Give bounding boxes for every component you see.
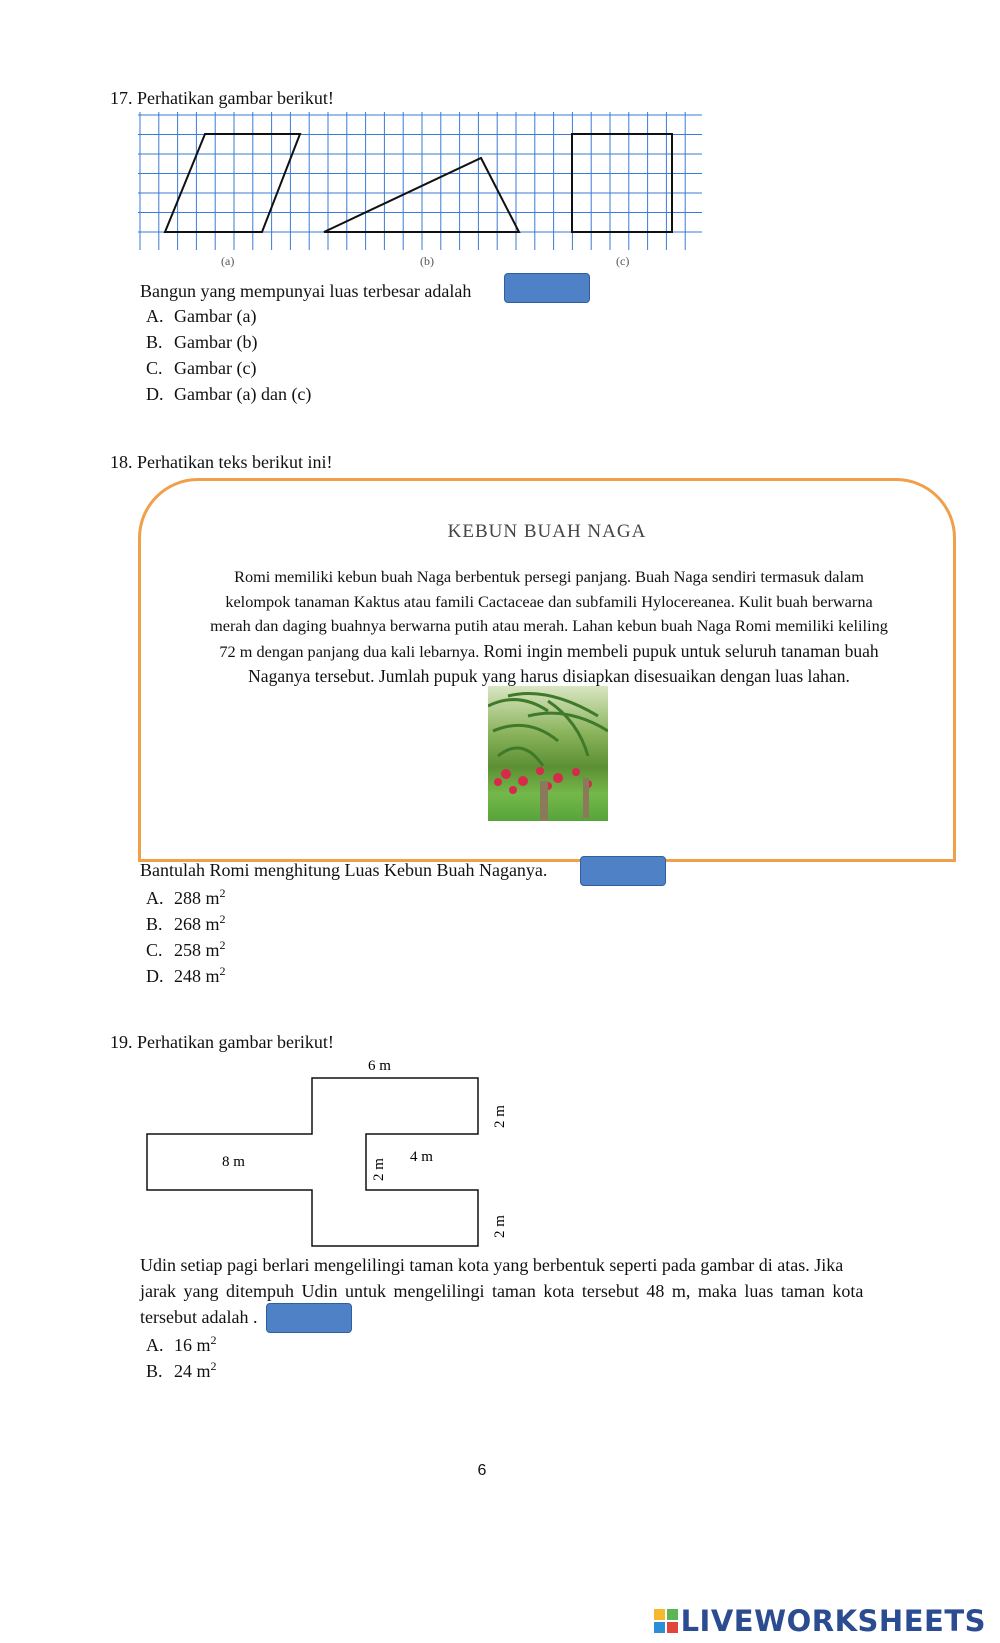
q18-answer-box[interactable] [580, 856, 666, 886]
card-line: Naganya tersebut. Jumlah pupuk yang harus disiapkan disesuaikan dengan luas lahan. [248, 666, 850, 686]
q17-question: Bangun yang mempunyai luas terbesar adalah [140, 281, 472, 301]
dim-left: 8 m [222, 1154, 245, 1170]
card-line: merah dan daging buahnya berwarna putih atau merah. Lahan kebun buah Naga Romi memiliki keliling [210, 616, 888, 635]
q18-option-b[interactable]: B. 268 $m^2$ [146, 912, 226, 934]
q18-option-a[interactable]: A. 288 $m^2$ [146, 886, 226, 908]
q19-option-b[interactable]: B. 24 $m^2$ [146, 1359, 217, 1381]
q19-option-a[interactable]: A. 16 $m^2$ [146, 1333, 217, 1355]
story-card [138, 478, 956, 862]
fig-label-c: (c) [616, 254, 630, 268]
q17-option-a[interactable]: A. Gambar (a) [146, 306, 257, 326]
q17-answer-box[interactable] [504, 273, 590, 303]
fig-label-b: (b) [420, 254, 434, 268]
card-line: kelompok tanaman Kaktus atau famili Cactaceae dan subfamili Hylocereanea. Kulit buah berwarna [225, 591, 873, 611]
q19-title: 19. Perhatikan gambar berikut! [110, 1032, 334, 1052]
q18-option-d[interactable]: D. 248 $m^2$ [146, 964, 226, 986]
q18-title: 18. Perhatikan teks berikut ini! [110, 452, 333, 472]
q18-question: Bantulah Romi menghitung Luas Kebun Buah Naganya. [140, 860, 548, 880]
dragon-fruit-photo [488, 686, 608, 821]
q17-option-c[interactable]: C. Gambar (c) [146, 358, 257, 378]
fig-label-a: (a) [221, 254, 235, 268]
q19-answer-box[interactable] [266, 1303, 352, 1333]
liveworksheets-icon [654, 1609, 678, 1633]
q18-option-c[interactable]: C. 258 $m^2$ [146, 938, 226, 960]
q17-option-d[interactable]: D. Gambar (a) dan (c) [146, 384, 312, 404]
dim-inner-vertical: 2 m [371, 1158, 387, 1181]
q17-option-b[interactable]: B. Gambar (b) [146, 332, 258, 352]
card-line: Romi memiliki kebun buah Naga berbentuk persegi panjang. Buah Naga sendiri termasuk dalam [234, 567, 864, 586]
q19-text-line: tersebut adalah . [140, 1307, 258, 1327]
card-line: 72 m dengan panjang dua kali lebarnya. [219, 641, 480, 661]
q19-text-line: Udin setiap pagi berlari mengelilingi taman kota yang berbentuk seperti pada gambar di atas. Jika [140, 1255, 844, 1275]
dim-top: 6 m [368, 1058, 391, 1074]
q19-garden-figure [140, 1050, 520, 1250]
dim-right-top: 2 m [492, 1105, 508, 1128]
card-line: Romi ingin membeli pupuk untuk seluruh tanaman buah [483, 640, 879, 661]
q19-text-line: jarak yang ditempuh Udin untuk mengelilingi taman kota tersebut 48 m, maka luas taman kota [140, 1281, 864, 1301]
page-number: 6 [477, 1462, 487, 1479]
dim-right-bottom: 2 m [492, 1215, 508, 1238]
brand-name: LIVEWORKSHEETS [680, 1604, 986, 1638]
q17-title: 17. Perhatikan gambar berikut! [110, 88, 334, 108]
brand-logo [654, 1604, 986, 1638]
card-body [169, 565, 929, 689]
figure-a-parallelogram [165, 134, 300, 232]
figure-c-square [572, 134, 672, 232]
card-title: KEBUN BUAH NAGA [447, 521, 647, 542]
dim-inner: 4 m [410, 1149, 433, 1165]
q17-grid-figure [138, 112, 702, 272]
